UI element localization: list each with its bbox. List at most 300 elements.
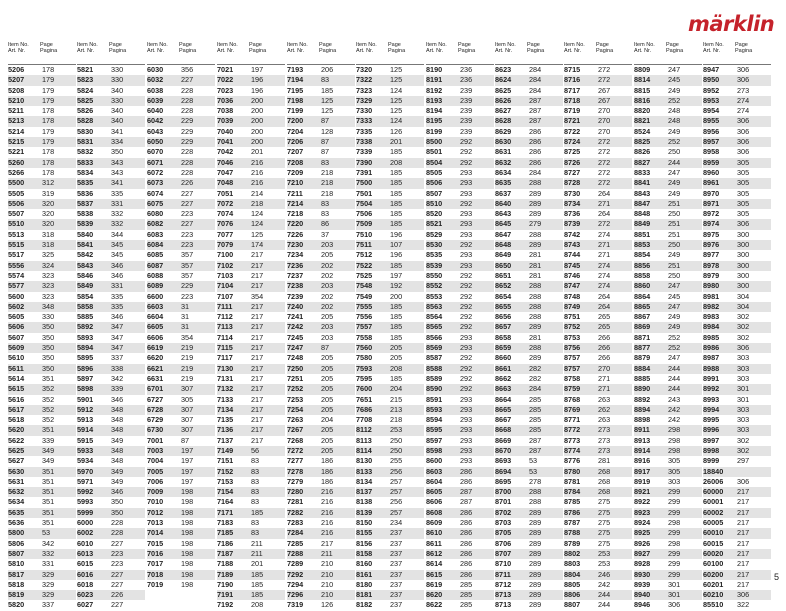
page-ref: 53 — [42, 528, 51, 538]
table-row — [8, 559, 76, 569]
page-ref: 244 — [668, 373, 681, 383]
table-row — [356, 374, 424, 384]
page-ref: 125 — [390, 106, 403, 116]
table-row — [426, 137, 494, 147]
item-number: 6730 — [147, 425, 164, 435]
table-row — [634, 96, 702, 106]
page-ref: 312 — [42, 178, 55, 188]
page-ref: 292 — [460, 147, 473, 157]
item-number: 6082 — [147, 219, 164, 229]
page-ref: 237 — [390, 528, 403, 538]
table-row — [634, 271, 702, 281]
item-number: 8985 — [703, 332, 720, 342]
item-number: 5620 — [8, 425, 25, 435]
page-ref: 250 — [668, 270, 681, 280]
table-row — [217, 189, 285, 199]
table-row — [426, 271, 494, 281]
item-number: 7580 — [356, 353, 373, 363]
page-ref: 242 — [668, 404, 681, 414]
page-ref: 198 — [181, 579, 194, 589]
item-number: 8589 — [426, 373, 443, 383]
item-number: 8950 — [703, 75, 720, 85]
table-row — [634, 425, 702, 435]
index-column — [147, 42, 215, 590]
table-row — [564, 570, 632, 580]
table-row — [77, 456, 145, 466]
table-row — [356, 580, 424, 590]
page-ref: 301 — [737, 384, 750, 394]
item-number: 6603 — [147, 301, 164, 311]
item-number: 5992 — [77, 487, 94, 497]
table-row — [356, 405, 424, 415]
table-row — [634, 261, 702, 271]
page-ref: 325 — [42, 250, 55, 260]
page-ref: 216 — [321, 507, 334, 517]
page-ref: 289 — [529, 559, 542, 569]
item-number: 8134 — [356, 476, 373, 486]
item-number: 8752 — [564, 322, 581, 332]
item-number: 8640 — [495, 198, 512, 208]
item-number: 8612 — [426, 548, 443, 558]
item-number: 6040 — [147, 106, 164, 116]
table-row — [356, 467, 424, 477]
page-label: Page — [388, 42, 401, 48]
page-ref: 216 — [251, 178, 264, 188]
page-ref: 244 — [668, 384, 681, 394]
column-header — [217, 42, 285, 64]
page-ref: 274 — [598, 229, 611, 239]
table-row — [287, 456, 355, 466]
table-row — [217, 219, 285, 229]
item-number: 8624 — [495, 75, 512, 85]
page-ref: 217 — [251, 281, 264, 291]
table-row — [217, 96, 285, 106]
page-ref: 344 — [111, 229, 124, 239]
table-row — [703, 508, 771, 518]
item-number: 8598 — [426, 445, 443, 455]
page-ref: 289 — [529, 353, 542, 363]
table-row — [8, 158, 76, 168]
page-ref: 227 — [181, 219, 194, 229]
table-row — [217, 292, 285, 302]
item-number: 8809 — [634, 65, 651, 74]
page-ref: 179 — [42, 95, 55, 105]
table-row — [564, 446, 632, 456]
table-row — [356, 570, 424, 580]
item-number: 7074 — [217, 209, 234, 219]
page-ref: 251 — [668, 198, 681, 208]
item-number: 5618 — [8, 415, 25, 425]
page-ref: 342 — [42, 538, 55, 548]
item-number: 8807 — [564, 600, 581, 610]
table-row — [77, 292, 145, 302]
page-ref: 239 — [460, 85, 473, 95]
table-row — [634, 559, 702, 569]
item-no-label: Item No. — [495, 42, 516, 48]
item-number: 8983 — [703, 312, 720, 322]
item-number: 8997 — [703, 435, 720, 445]
art-nr-label: Art. Nr. — [356, 48, 374, 55]
item-number: 7234 — [287, 250, 304, 260]
page-ref: 289 — [529, 538, 542, 548]
page-ref: 83 — [251, 497, 260, 507]
page-ref: 274 — [598, 270, 611, 280]
table-row — [703, 75, 771, 85]
item-number: 7010 — [147, 497, 164, 507]
item-number: 8500 — [426, 137, 443, 147]
table-row — [8, 497, 76, 507]
item-number: 5915 — [77, 435, 94, 445]
page-ref: 306 — [737, 219, 750, 229]
item-number: 8569 — [426, 343, 443, 353]
item-number: 8745 — [564, 260, 581, 270]
page-ref: 249 — [668, 188, 681, 198]
table-row — [564, 147, 632, 157]
table-row — [287, 106, 355, 116]
page-ref: 289 — [529, 518, 542, 528]
table-row — [426, 590, 494, 600]
page-ref: 185 — [390, 167, 403, 177]
item-number: 5933 — [77, 445, 94, 455]
page-ref: 270 — [598, 363, 611, 373]
table-row — [77, 590, 145, 600]
table-row — [147, 147, 215, 157]
item-number: 7076 — [217, 219, 234, 229]
page-ref: 303 — [737, 415, 750, 425]
page-ref: 266 — [598, 353, 611, 363]
item-number: 8849 — [634, 219, 651, 229]
page-ref: 228 — [181, 147, 194, 157]
pagina-label: Pagina — [735, 48, 753, 55]
table-row — [287, 271, 355, 281]
page-ref: 299 — [668, 559, 681, 569]
table-row — [703, 209, 771, 219]
item-number: 5839 — [77, 219, 94, 229]
item-number: 5824 — [77, 85, 94, 95]
item-number: 7289 — [287, 559, 304, 569]
table-row — [703, 322, 771, 332]
table-row — [495, 322, 563, 332]
table-row — [287, 199, 355, 209]
page-ref: 203 — [321, 240, 334, 250]
item-number: 8529 — [426, 229, 443, 239]
table-row — [356, 312, 424, 322]
item-number: 5807 — [8, 548, 25, 558]
item-number: 8730 — [564, 188, 581, 198]
table-row — [426, 446, 494, 456]
page-ref: 272 — [598, 137, 611, 147]
page-ref: 350 — [42, 322, 55, 332]
item-number: 5510 — [8, 219, 25, 229]
page-ref: 31 — [181, 312, 190, 322]
page-ref: 339 — [111, 384, 124, 394]
page-ref: 293 — [460, 435, 473, 445]
page-ref: 337 — [111, 353, 124, 363]
page-label: Page — [596, 42, 609, 48]
page-ref: 217 — [251, 404, 264, 414]
item-number: 5895 — [77, 353, 94, 363]
item-number: 6080 — [147, 209, 164, 219]
page-ref: 87 — [181, 435, 190, 445]
page-ref: 229 — [181, 281, 194, 291]
item-number: 8972 — [703, 209, 720, 219]
page-ref: 223 — [111, 559, 124, 569]
item-number: 8603 — [426, 466, 443, 476]
item-number: 8693 — [495, 456, 512, 466]
item-number: 7280 — [287, 487, 304, 497]
table-row — [287, 487, 355, 497]
item-number: 7322 — [356, 75, 373, 85]
page-ref: 331 — [111, 198, 124, 208]
page-ref: 286 — [460, 507, 473, 517]
table-row — [564, 456, 632, 466]
item-number: 8776 — [564, 456, 581, 466]
page-ref: 351 — [42, 425, 55, 435]
table-row — [287, 240, 355, 250]
item-number: 5515 — [8, 240, 25, 250]
item-number: 6605 — [147, 322, 164, 332]
index-column — [8, 42, 76, 611]
table-row — [703, 395, 771, 405]
table-row — [356, 75, 424, 85]
item-number: 8923 — [634, 507, 651, 517]
page-ref: 297 — [737, 456, 750, 466]
page-ref: 289 — [529, 528, 542, 538]
page-ref: 248 — [668, 116, 681, 126]
page-ref: 174 — [251, 240, 264, 250]
item-number: 8609 — [426, 518, 443, 528]
page-ref: 210 — [321, 579, 334, 589]
page-ref: 228 — [181, 85, 194, 95]
table-row — [426, 250, 494, 260]
item-number: 8806 — [564, 590, 581, 600]
item-number: 7152 — [217, 466, 234, 476]
item-number: 7047 — [217, 167, 234, 177]
table-row — [564, 528, 632, 538]
page-ref: 298 — [668, 518, 681, 528]
item-number: 8713 — [495, 600, 512, 610]
item-number: 8623 — [495, 65, 512, 74]
table-row — [8, 86, 76, 96]
table-row — [564, 600, 632, 610]
item-number: 7247 — [287, 343, 304, 353]
table-row — [495, 65, 563, 75]
page-ref: 306 — [737, 476, 750, 486]
page-ref: 249 — [668, 178, 681, 188]
item-number: 7015 — [147, 538, 164, 548]
table-row — [356, 559, 424, 569]
table-row — [77, 86, 145, 96]
page-ref: 200 — [251, 106, 264, 116]
table-row — [147, 436, 215, 446]
item-number: 7339 — [356, 147, 373, 157]
page-ref: 107 — [390, 240, 403, 250]
table-row — [634, 137, 702, 147]
page-ref: 251 — [668, 260, 681, 270]
table-row — [426, 528, 494, 538]
page-ref: 185 — [390, 260, 403, 270]
page-ref: 252 — [668, 95, 681, 105]
item-number: 8804 — [564, 569, 581, 579]
page-ref: 251 — [668, 219, 681, 229]
table-row — [8, 189, 76, 199]
table-row — [703, 127, 771, 137]
item-number: 5897 — [77, 373, 94, 383]
table-row — [77, 374, 145, 384]
table-row — [634, 497, 702, 507]
page-ref: 292 — [460, 301, 473, 311]
item-number: 7263 — [287, 415, 304, 425]
page-ref: 200 — [251, 116, 264, 126]
page-ref: 192 — [390, 281, 403, 291]
item-number: 7102 — [217, 260, 234, 270]
item-number: 5800 — [8, 528, 25, 538]
item-number: 8884 — [634, 363, 651, 373]
page-ref: 202 — [321, 260, 334, 270]
item-number: 7510 — [356, 229, 373, 239]
page-ref: 351 — [42, 507, 55, 517]
table-row — [634, 333, 702, 343]
table-row — [356, 127, 424, 137]
page-ref: 206 — [321, 65, 334, 74]
item-no-label: Item No. — [426, 42, 447, 48]
page-ref: 286 — [460, 518, 473, 528]
item-number: 8727 — [564, 167, 581, 177]
page-ref: 252 — [668, 137, 681, 147]
table-row — [426, 322, 494, 332]
item-number: 7279 — [287, 476, 304, 486]
item-number: 8552 — [426, 281, 443, 291]
item-number: 5999 — [77, 507, 94, 517]
item-number: 8663 — [495, 384, 512, 394]
item-number: 8645 — [495, 219, 512, 229]
table-row — [495, 240, 563, 250]
item-number: 8660 — [495, 353, 512, 363]
page-ref: 228 — [181, 167, 194, 177]
item-number: 8953 — [703, 95, 720, 105]
item-number: 5632 — [8, 487, 25, 497]
item-number: 7014 — [147, 528, 164, 538]
item-number: 6050 — [147, 137, 164, 147]
table-row — [426, 65, 494, 75]
page-ref: 282 — [529, 373, 542, 383]
item-number: 8716 — [564, 75, 581, 85]
table-row — [287, 528, 355, 538]
table-row — [495, 518, 563, 528]
item-number: 6015 — [77, 559, 94, 569]
item-number: 6016 — [77, 569, 94, 579]
page-ref: 217 — [737, 497, 750, 507]
item-number: 8975 — [703, 229, 720, 239]
table-row — [8, 415, 76, 425]
page-ref: 272 — [598, 167, 611, 177]
pagina-label: Pagina — [458, 48, 476, 55]
page-ref: 271 — [598, 250, 611, 260]
index-column — [426, 42, 494, 611]
item-number: 7200 — [287, 116, 304, 126]
page-ref: 247 — [668, 353, 681, 363]
table-row — [703, 158, 771, 168]
item-number: 8757 — [564, 353, 581, 363]
page-ref: 216 — [321, 528, 334, 538]
item-number: 7272 — [287, 445, 304, 455]
item-number: 8865 — [634, 301, 651, 311]
table-row — [77, 425, 145, 435]
page-ref: 303 — [668, 476, 681, 486]
item-number: 5610 — [8, 353, 25, 363]
page-ref: 340 — [111, 116, 124, 126]
item-number: 8662 — [495, 373, 512, 383]
item-number: 7191 — [217, 590, 234, 600]
table-row — [426, 353, 494, 363]
table-row — [634, 487, 702, 497]
table-row — [356, 302, 424, 312]
page-label: Page — [249, 42, 262, 48]
page-ref: 292 — [460, 291, 473, 301]
item-number: 7330 — [356, 106, 373, 116]
page-ref: 249 — [668, 322, 681, 332]
table-row — [8, 219, 76, 229]
table-row — [564, 116, 632, 126]
table-row — [703, 106, 771, 116]
table-row — [426, 219, 494, 229]
item-number: 8566 — [426, 332, 443, 342]
page-ref: 305 — [737, 198, 750, 208]
item-number: 7013 — [147, 518, 164, 528]
item-number: 8667 — [495, 415, 512, 425]
table-row — [8, 168, 76, 178]
page-ref: 340 — [111, 106, 124, 116]
page-ref: 200 — [251, 126, 264, 136]
page-ref: 292 — [460, 240, 473, 250]
table-row — [426, 549, 494, 559]
table-row — [217, 127, 285, 137]
page-ref: 247 — [668, 301, 681, 311]
page-ref: 83 — [321, 75, 330, 85]
item-number: 7183 — [217, 518, 234, 528]
page-ref: 210 — [321, 590, 334, 600]
table-row — [426, 570, 494, 580]
table-row — [495, 580, 563, 590]
item-number: 7296 — [287, 590, 304, 600]
item-number: 7016 — [147, 548, 164, 558]
table-row — [8, 395, 76, 405]
table-row — [217, 487, 285, 497]
table-row — [634, 106, 702, 116]
table-row — [8, 75, 76, 85]
table-row — [77, 477, 145, 487]
item-number: 5823 — [77, 75, 94, 85]
item-number: 7171 — [217, 507, 234, 517]
item-number: 6600 — [147, 291, 164, 301]
item-number: 8597 — [426, 435, 443, 445]
table-row — [356, 456, 424, 466]
table-row — [147, 487, 215, 497]
table-row — [287, 147, 355, 157]
table-row — [426, 281, 494, 291]
item-number: 8565 — [426, 322, 443, 332]
pagina-label: Pagina — [388, 48, 406, 55]
table-row — [356, 333, 424, 343]
page-ref: 306 — [737, 137, 750, 147]
page-ref: 323 — [42, 291, 55, 301]
table-row — [703, 405, 771, 415]
table-row — [8, 137, 76, 147]
table-row — [495, 600, 563, 610]
page-ref: 31 — [181, 322, 190, 332]
page-ref: 292 — [460, 384, 473, 394]
page-ref: 289 — [529, 240, 542, 250]
